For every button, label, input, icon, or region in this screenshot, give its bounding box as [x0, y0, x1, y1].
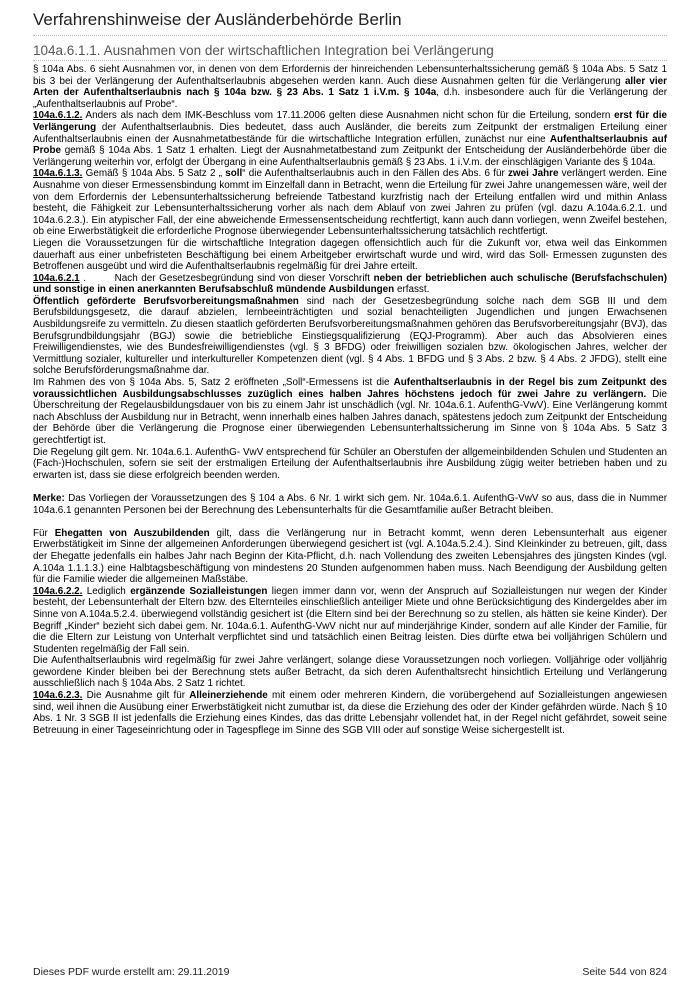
paragraph-1: § 104a Abs. 6 sieht Ausnahmen vor, in denen von dem Erfordernis der hinreichenden Lebensunterhaltssicherung gemäß § 104a Abs. 5 Satz 1 bis 3 bei der Verlängerung der Aufenthaltserlaubnis abgesehen werden kann. Auch diese Ausnahmen gelten für die Verlängerung aller vier Arten der Aufenthaltserlaubnis nach § 104a bzw. § 23 Abs. 1 Satz 1 i.V.m. § 104a, d.h. insbesondere auch für die Verlängerung der „Aufenthaltserlaubnis auf Probe“.: [33, 64, 667, 110]
document-page: [33, 8, 667, 736]
section-number: 104a.6.2.3.: [33, 690, 83, 702]
paragraph-11: 104a.6.2.2. Lediglich ergänzende Sozialleistungen liegen immer dann vor, wenn der Anspruch auf Sozialleistungen nur wegen der Kinder besteht, der Lebensunterhalt der Eltern bzw. des Elternteiles einschließlich anteiliger Miete und ohne Berücksichtigung des Kindergeldes aber im Sinne von A.104a.5.2.4. überwiegend vollständig gesichert ist (die Eltern sind bei der Berechnung so zu stellen, als hätten sie keine Kinder). Der Begriff „Kinder“ bezieht sich dabei gem. Nr. 104a.6.1. AufenthG-VwV nicht nur auf minderjährige Kinder, sondern auf alle Kinder der Familie, für die die Eltern zur Leistung von Unterhalt verpflichtet sind und tatsächlich einen Beitrag leisten. Dies dürfte etwa bei volljährigen Schülern und Studenten regelmäßig der Fall sein.: [33, 585, 667, 655]
paragraph-merke: Merke: Das Vorliegen der Voraussetzungen des § 104 a Abs. 6 Nr. 1 wirkt sich gem. Nr. 104a.6.1. AufenthG-VwV so aus, dass die in Nummer 104a.6.1 genannten Personen bei der Berechnung des Lebensunterhalts für die Gesamtfamilie außer Betracht bleiben.: [33, 492, 667, 516]
document-title: Verfahrenshinweise der Ausländerbehörde Berlin: [33, 8, 667, 36]
section-number: 104a.6.1.3.: [33, 168, 83, 180]
section-number: 104a.6.1.2.: [33, 110, 83, 122]
section-number: 104a.6.2.1: [33, 272, 80, 284]
paragraph-4: Liegen die Voraussetzungen für die wirtschaftliche Integration dagegen offensichtlich auch für die Zukunft vor, etwa weil das Einkommen dauerhaft aus einer unbefristeten Beschäftigung bei einem Arbeitgeber erwirtschaft wurde und wird, wird das Soll- Ermessen zugunsten des Betroffenen ausgeübt und wird die Aufenthaltserlaubnis regelmäßig für drei Jahre erteilt.: [33, 237, 667, 273]
page-number: Seite 544 von 824: [582, 966, 667, 978]
document-body: [33, 64, 667, 736]
paragraph-3: 104a.6.1.3. Gemäß § 104a Abs. 5 Satz 2 „ soll“ die Aufenthaltserlaubnis auch in den Fällen des Abs. 6 für zwei Jahre verlängert werden. Eine Ausnahme von dieser Ermessensbindung kommt im Einzelfall dann in Betracht, wenn die Erteilung für zwei Jahre unangemessen wäre, weil der von dem Erfordernis der Lebensunterhaltssicherung befreiende Tatbestand kurzfristig nach der Erteilung entfallen wird und mithin Anlass besteht, die Fähigkeit zur Lebensunterhaltssicherung vorher als nach dem Ablauf von zwei Jahren zu prüfen (vgl. dazu A.104a.6.2.1. und 104a.6.2.3.). Ein atypischer Fall, der eine abweichende Ermessensentscheidung rechtfertigt, kann auch dann vorliegen, wenn Zweifel bestehen, ob eine Erwerbstätigkeit die erforderliche Prognose überwiegender Lebensunterhaltssicherung tatsächlich rechtfertigt.: [33, 168, 667, 238]
paragraph-6: Öffentlich geförderte Berufsvorbereitungsmaßnahmen sind nach der Gesetzesbegründung solche nach dem SGB III und dem Berufsbildungsgesetz, die darauf abzielen, lernbeeinträchtigten und sozial benachteiligten Jugendlichen und jungen Erwachsenen Ausbildungsreife zu vermitteln. Zu diesen staatlich geförderten Berufsvorbereitungsmaßnahmen gehören das Berufsvorbereitungsjahr (BVJ), das Berufsgrundbildungsjahr (BGJ) sowie die betriebliche Einstiegsqualifizierung (EQJ-Programm). Aber auch das Absolvieren eines Freiwilligendienstes, wie des Bundesfreiwilligendienstes (vgl. § 3 BFDG) oder freiwilligen sozialen bzw. ökologischen Jahres, welcher der Vermittlung sozialer, kultureller und interkultureller Kompetenzen dient (vgl. § 4 Abs. 1 BFDG und § 3 Abs. 2 bzw. § 4 Abs. 2 JFDG), stellt eine solche Berufsförderungsmaßnahme dar.: [33, 295, 667, 377]
paragraph-12: Die Aufenthaltserlaubnis wird regelmäßig für zwei Jahre verlängert, solange diese Voraussetzungen noch vorliegen. Volljährige oder volljährig gewordene Kinder bleiben bei der Berechnung stets außer Betracht, da sich deren Aufenthaltsrecht hinsichtlich Erteilung und Verlängerung ausschließlich nach § 104a Abs. 2 Satz 1 richtet.: [33, 655, 667, 690]
paragraph-7: Im Rahmen des von § 104a Abs. 5, Satz 2 eröffneten „Soll“-Ermessens ist die Aufenthaltserlaubnis in der Regel bis zum Zeitpunkt des voraussichtlichen Ausbildungsabschlusses zuzüglich eines halben Jahres höchstens jedoch für zwei Jahre zu verlängern. Die Überschreitung der Regelausbildungsdauer von bis zu einem Jahr ist unschädlich (vgl. Nr. 104a.6.1. AufenthG-VwV). Eine Verlängerung kommt nach Abschluss der Ausbildung nur in Betracht, wenn innerhalb eines halben Jahres danach, spätestens jedoch zum Zeitpunkt der Entscheidung der Behörde über die Verlängerung die Prognose einer überwiegenden Lebensunterhaltssicherung im Sinne von § 104a Abs. 5 Satz 3 gerechtfertigt ist.: [33, 377, 667, 446]
paragraph-2: 104a.6.1.2. Anders als nach dem IMK-Beschluss vom 17.11.2006 gelten diese Ausnahmen nicht schon für die Erteilung, sondern erst für die Verlängerung der Aufenthaltserlaubnis. Dies bedeutet, dass auch Ausländer, die bereits zum Zeitpunkt der erstmaligen Erteilung einer Aufenthaltserlaubnis einen der Ausnahmetatbestände für die wirtschaftliche Integration erfüllen, zunächst nur eine Aufenthaltserlaubnis auf Probe gemäß § 104a Abs. 1 Satz 1 erhalten. Liegt der Ausnahmetatbestand zum Zeitpunkt der Entscheidung der Ausländerbehörde über die Verlängerung weiterhin vor, erfolgt der Übergang in eine Aufenthaltserlaubnis gemäß § 23 Abs. 1 i.V.m. der einschlägigen Variante des § 104a.: [33, 110, 667, 168]
paragraph-5: 104a.6.2.1 . Nach der Gesetzesbegründung sind von dieser Vorschrift neben der betrieblichen auch schulische (Berufsfachschulen) und sonstige in einen anerkannten Berufsabschluß mündende Ausbildungen erfasst.: [33, 272, 667, 296]
paragraph-10: Für Ehegatten von Auszubildenden gilt, dass die Verlängerung nur in Betracht kommt, wenn deren Lebensunterhalt aus eigener Erwerbstätigkeit im Sinne der allgemeinen Anforderungen überwiegend gesichert ist (vgl. A.104a.5.2.4.). Sind Kleinkinder zu betreuen, gilt, dass der Ehegatte jedenfalls ein halbes Jahr nach Beginn der Kita-Pflicht, d.h. nach Vollendung des zweiten Lebensjahres des jüngsten Kindes (vgl. A.104a 1.1.1.3.) eine Halbtagsbeschäftigung von mindestens 20 Stunden aufgenommen haben muss. Nach Beendigung der Ausbildung gelten für die Familie wieder die allgemeinen Maßstäbe.: [33, 527, 668, 586]
section-heading: 104a.6.1.1. Ausnahmen von der wirtschaftlichen Integration bei Verlängerung: [33, 42, 667, 61]
page-footer: [33, 966, 667, 978]
paragraph-13: 104a.6.2.3. Die Ausnahme gilt für Alleinerziehende mit einem oder mehreren Kindern, die vorübergehend auf Sozialleistungen angewiesen sind, weil ihnen die Ausübung einer Erwerbstätigkeit nicht zumutbar ist, da diese die Erziehung des oder der Kinder gefährden würde. Nach § 10 Abs. 1 Nr. 3 SGB II ist jedenfalls die Erziehung eines Kindes, das das dritte Lebensjahr vollendet hat, in der Regel nicht gefährdet, soweit seine Betreuung in einer Tageseinrichtung oder in Tagespflege im Sinne des SGB VIII oder auf sonstige Weise sichergestellt ist.: [33, 690, 667, 736]
created-date: Dieses PDF wurde erstellt am: 29.11.2019: [33, 966, 230, 978]
section-number: 104a.6.2.2.: [33, 585, 83, 597]
paragraph-8: Die Regelung gilt gem. Nr. 104a.6.1. AufenthG- VwV entsprechend für Schüler an Oberstufen der allgemeinbildenden Schulen und Studenten an (Fach-)Hochschulen, sofern sie seit der erstmaligen Erteilung der Aufenthaltserlaubnis ihre Ausbildung zügig weiter betrieben haben und zu erwarten ist, dass sie diese erfolgreich beenden werden.: [33, 446, 667, 481]
